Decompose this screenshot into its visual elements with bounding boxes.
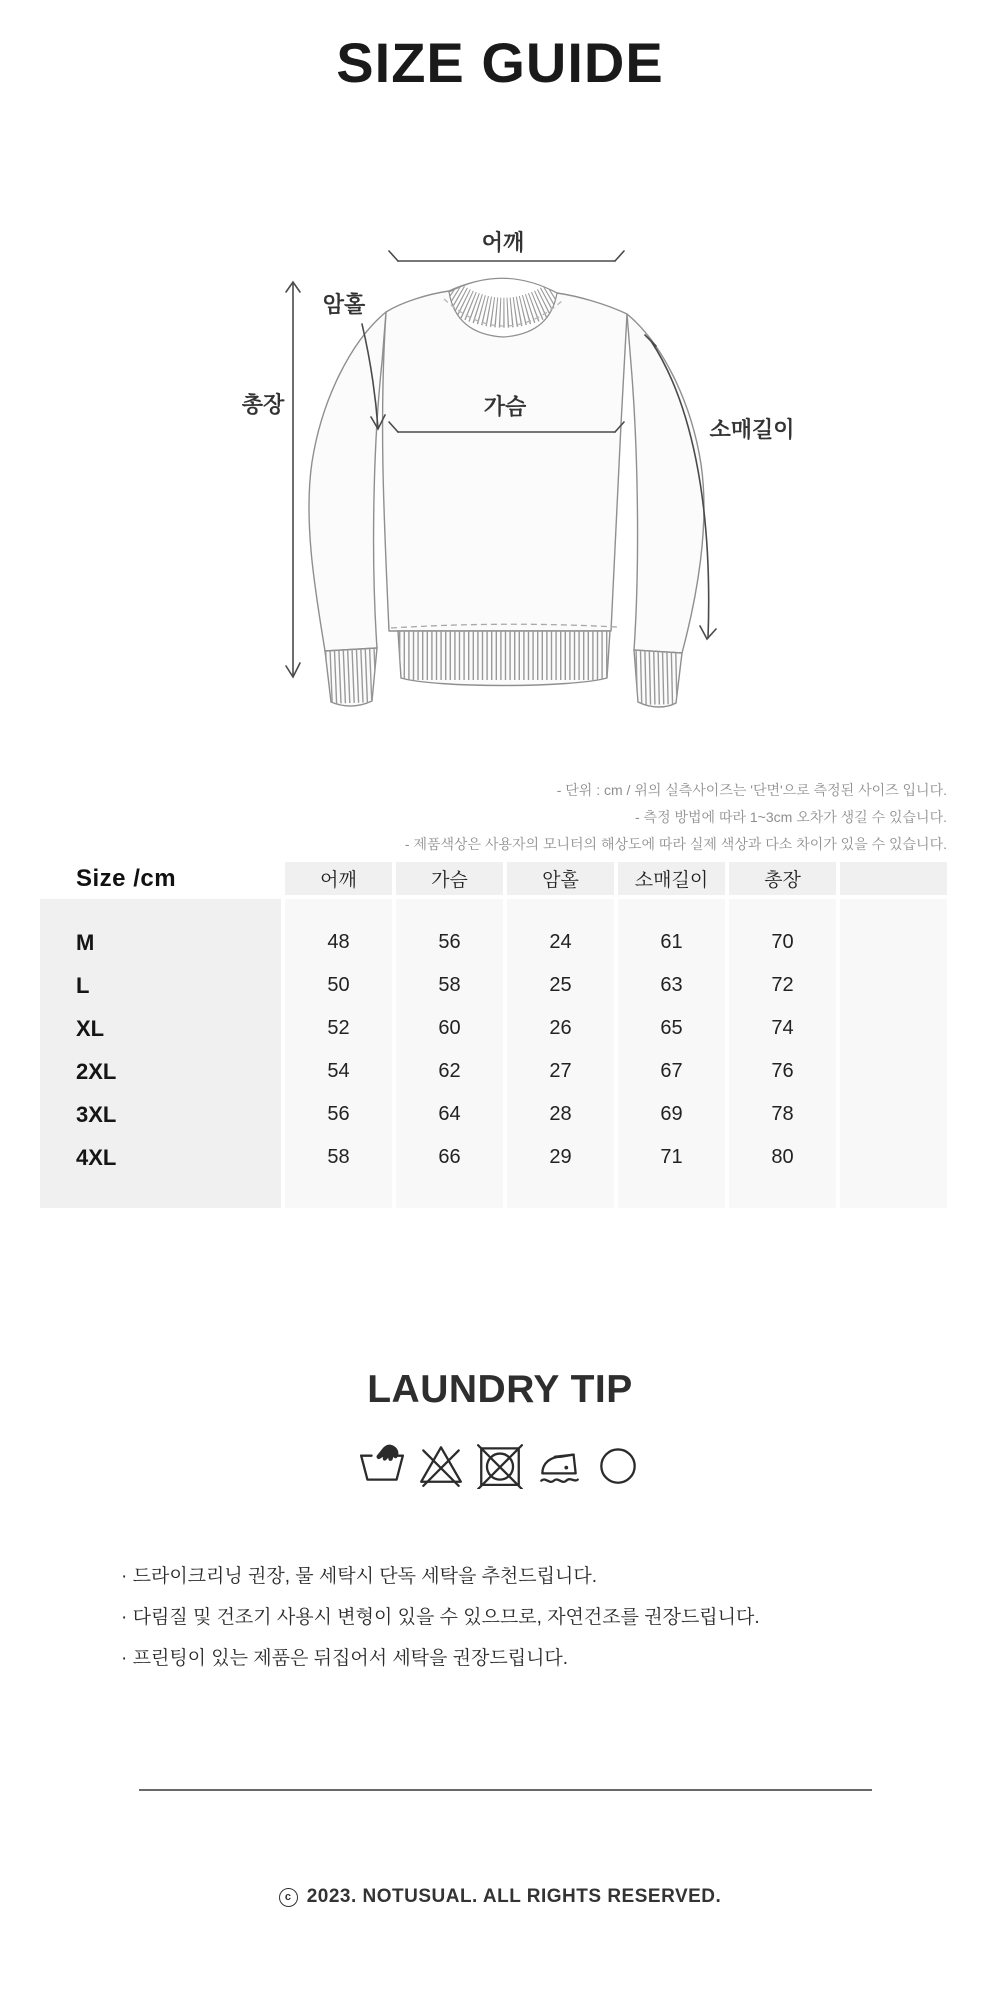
column-header-length: 총장 — [729, 862, 836, 895]
page-title: SIZE GUIDE — [336, 31, 664, 94]
laundry-tip-line: · 프린팅이 있는 제품은 뒤집어서 세탁을 권장드립니다. — [121, 1648, 569, 1669]
size-table-header — [40, 862, 947, 895]
iron-icon — [534, 1439, 584, 1489]
do-not-bleach-icon — [416, 1439, 466, 1489]
table-row: M 48 56 24 61 70 — [40, 921, 947, 964]
chest-label: 가슴 — [483, 394, 527, 419]
size-label: M — [40, 921, 281, 964]
size-label: 2XL — [40, 1050, 281, 1093]
measurement-notes — [405, 777, 947, 858]
total-length-measure-line — [286, 282, 300, 677]
table-filler-row — [40, 1179, 947, 1208]
laundry-title: LAUNDRY TIP — [367, 1368, 633, 1411]
do-not-tumble-dry-icon — [475, 1439, 525, 1489]
corner-label: Size /cm — [40, 862, 281, 895]
divider-line — [139, 1789, 872, 1791]
laundry-tips — [121, 1556, 760, 1679]
sweater-body — [309, 278, 704, 707]
hand-wash-icon — [357, 1439, 407, 1489]
shoulder-label: 어깨 — [481, 230, 525, 255]
dry-clean-icon — [593, 1439, 643, 1489]
sleeve-length-label: 소매길이 — [709, 417, 795, 442]
note-line: - 측정 방법에 따라 1~3cm 오차가 생길 수 있습니다. — [635, 809, 947, 825]
footer-copyright — [0, 1886, 1000, 1908]
size-label: L — [40, 964, 281, 1007]
total-length-label: 총장 — [241, 392, 285, 417]
sweater-diagram — [0, 0, 1000, 780]
note-line: - 제품색상은 사용자의 모니터의 해상도에 따라 실제 색상과 다소 차이가 있을 수 있습니다. — [404, 836, 947, 852]
size-label: 4XL — [40, 1136, 281, 1179]
table-row: 2XL 54 62 27 67 76 — [40, 1050, 947, 1093]
laundry-icons — [0, 1439, 1000, 1489]
laundry-tip-line: · 다림질 및 건조기 사용시 변형이 있을 수 있으므로, 자연건조를 권장드립니다. — [121, 1607, 760, 1628]
size-table — [40, 862, 947, 1208]
size-label: XL — [40, 1007, 281, 1050]
table-row: XL 52 60 26 65 74 — [40, 1007, 947, 1050]
column-header-armhole: 암홀 — [507, 862, 614, 895]
armhole-label: 암홀 — [322, 292, 366, 317]
table-filler-row — [40, 899, 947, 921]
hem-ribbing — [391, 624, 617, 685]
column-header-shoulder: 어깨 — [285, 862, 392, 895]
note-line: - 단위 : cm / 위의 실측사이즈는 '단면'으로 측정된 사이즈 입니다. — [556, 782, 947, 798]
table-row: L 50 58 25 63 72 — [40, 964, 947, 1007]
table-row: 3XL 56 64 28 69 78 — [40, 1093, 947, 1136]
table-row: 4XL 58 66 29 71 80 — [40, 1136, 947, 1179]
column-header-chest: 가슴 — [396, 862, 503, 895]
copyright-circle-icon: c — [279, 1888, 298, 1907]
footer-text: 2023. NOTUSUAL. ALL RIGHTS RESERVED. — [306, 1886, 722, 1907]
laundry-tip-line: · 드라이크리닝 권장, 물 세탁시 단독 세탁을 추천드립니다. — [121, 1566, 597, 1587]
size-label: 3XL — [40, 1093, 281, 1136]
column-header-sleeve: 소매길이 — [618, 862, 725, 895]
column-header-empty — [840, 862, 947, 895]
